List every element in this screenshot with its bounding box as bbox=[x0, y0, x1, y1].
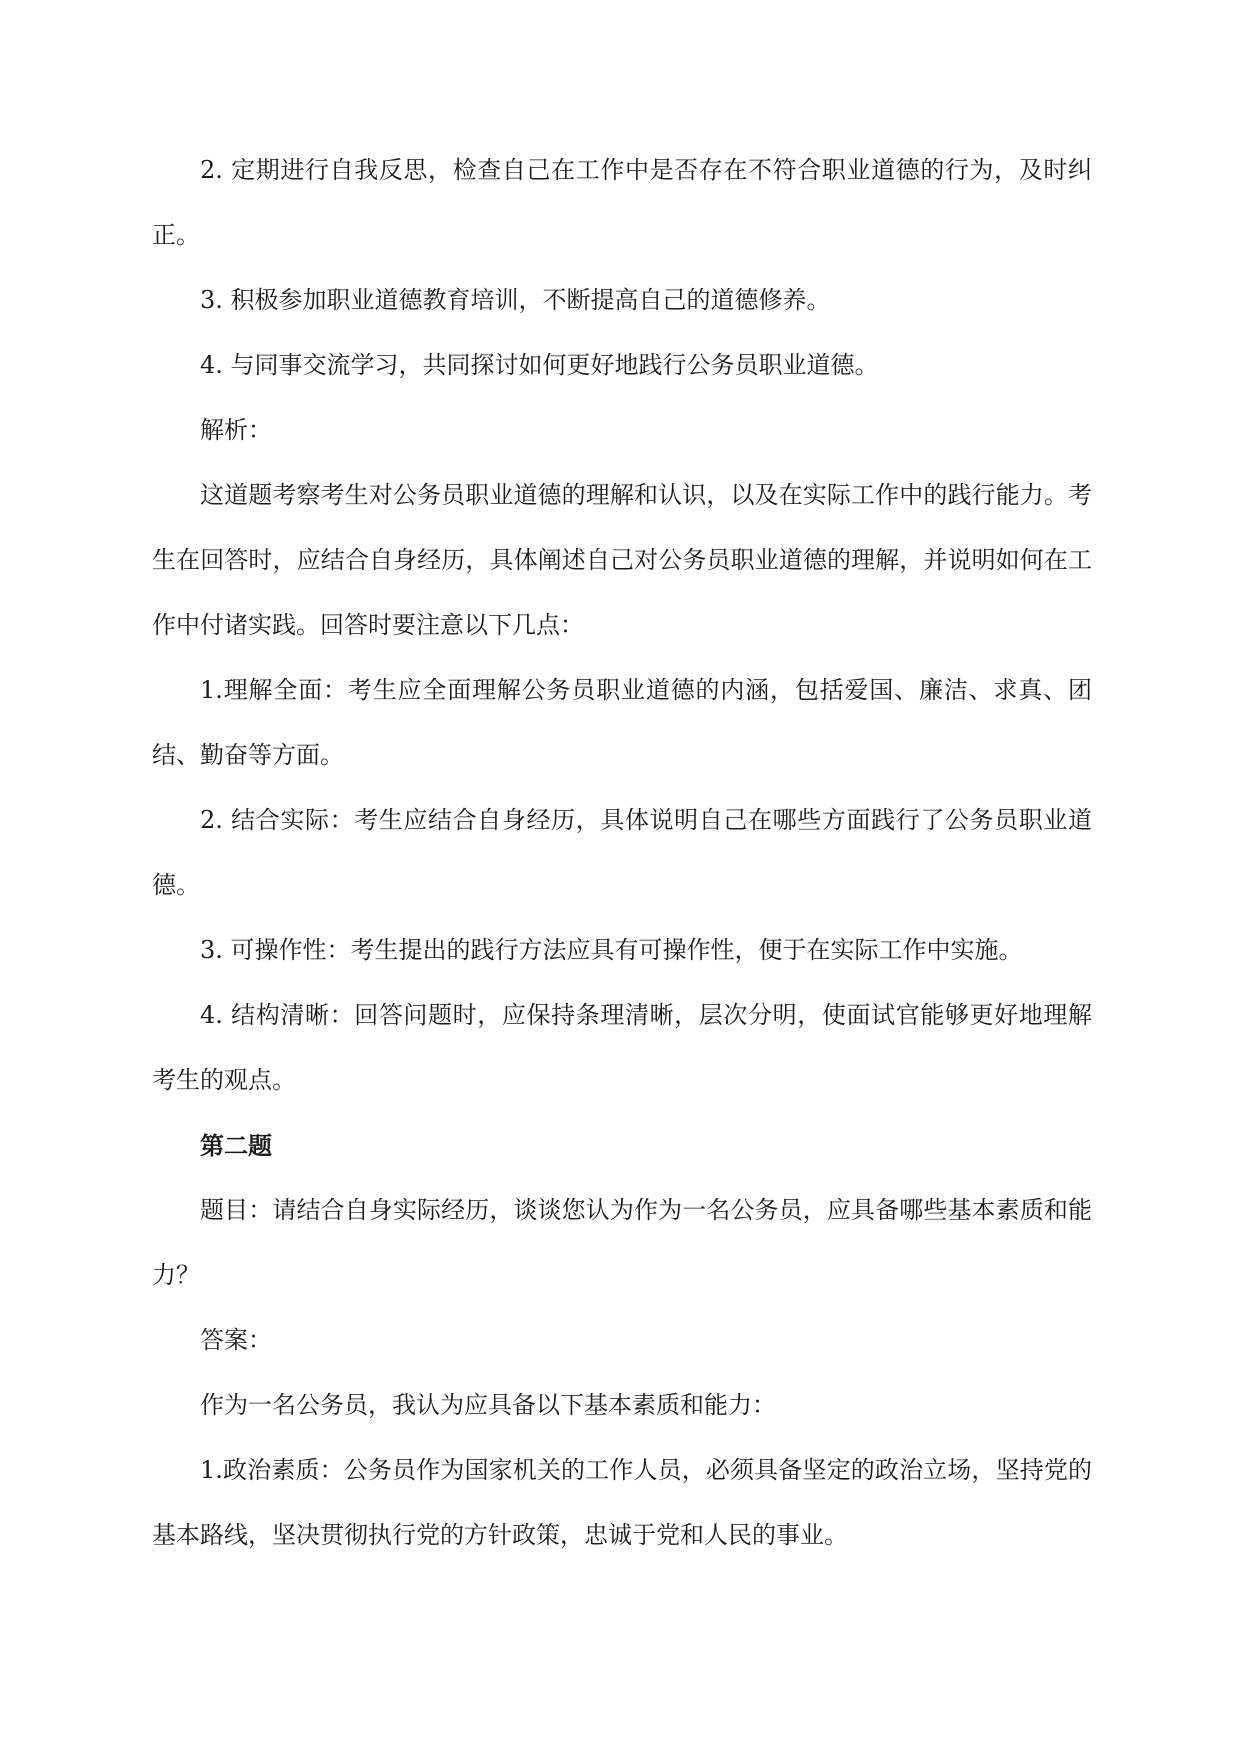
section-heading: 第二题 bbox=[200, 1131, 272, 1160]
analysis-paragraph: 这道题考察考生对公务员职业道德的理解和认识，以及在实际工作中的践行能力。考生在回答时，应结合自身经历，具体阐述自己对公务员职业道德的理解，并说明如何在工作中付诸实践。回答时要注意以下几点： bbox=[152, 481, 1092, 639]
answer-intro: 作为一名公务员，我认为应具备以下基本素质和能力： bbox=[200, 1391, 776, 1419]
analysis-point-3: 3. 可操作性：考生提出的践行方法应具有可操作性，便于在实际工作中实施。 bbox=[200, 936, 1023, 964]
question-paragraph: 题目：请结合自身实际经历，谈谈您认为作为一名公务员，应具备哪些基本素质和能力？ bbox=[152, 1196, 1092, 1289]
paragraph-item-4: 4. 与同事交流学习，共同探讨如何更好地践行公务员职业道德。 bbox=[200, 351, 879, 379]
paragraph-item-3: 3. 积极参加职业道德教育培训，不断提高自己的道德修养。 bbox=[200, 286, 831, 314]
answer-point-1: 1.政治素质：公务员作为国家机关的工作人员，必须具备坚定的政治立场，坚持党的基本路线，坚决贯彻执行党的方针政策，忠诚于党和人民的事业。 bbox=[152, 1456, 1092, 1549]
analysis-point-1: 1.理解全面：考生应全面理解公务员职业道德的内涵，包括爱国、廉洁、求真、团结、勤奋等方面。 bbox=[152, 676, 1092, 769]
analysis-point-2: 2. 结合实际：考生应结合自身经历，具体说明自己在哪些方面践行了公务员职业道德。 bbox=[152, 806, 1092, 899]
answer-label: 答案： bbox=[200, 1326, 272, 1354]
analysis-point-4: 4. 结构清晰：回答问题时，应保持条理清晰，层次分明，使面试官能够更好地理解考生的观点。 bbox=[152, 1001, 1092, 1094]
paragraph-item-2: 2. 定期进行自我反思，检查自己在工作中是否存在不符合职业道德的行为，及时纠正。 bbox=[152, 156, 1092, 249]
analysis-label: 解析： bbox=[200, 416, 272, 444]
document-body bbox=[152, 138, 1092, 1568]
